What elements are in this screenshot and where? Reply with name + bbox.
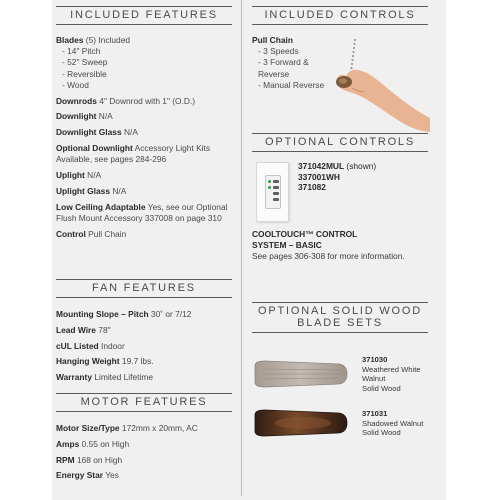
system-title-line1: COOLTOUCH™ CONTROL bbox=[252, 229, 358, 239]
blade-detail: - Wood bbox=[56, 80, 232, 91]
spec-label: cUL Listed bbox=[56, 340, 99, 351]
spec-value: N/A bbox=[112, 185, 127, 196]
spec-label: Downrods bbox=[56, 95, 97, 106]
control-type-label: Pull Chain bbox=[252, 35, 293, 45]
spec-label: Mounting Slope – Pitch bbox=[56, 309, 149, 319]
included-features-title-text: INCLUDED FEATURES bbox=[70, 9, 218, 21]
system-title-line2: SYSTEM – BASIC bbox=[252, 240, 322, 251]
system-note: See pages 306-308 for more information. bbox=[252, 251, 405, 262]
spec-row-lead-wire bbox=[56, 325, 232, 336]
spec-value: 19.7 lbs. bbox=[121, 356, 154, 367]
spec-value: 4" Downrod with 1" (O.D.) bbox=[99, 95, 196, 106]
spec-value: N/A bbox=[87, 170, 102, 180]
cooltouch-system-info bbox=[252, 229, 428, 263]
included-controls-list bbox=[252, 35, 332, 91]
spec-value: Indoor bbox=[101, 340, 125, 351]
remote-led-indicator bbox=[268, 186, 271, 189]
spec-value: Yes bbox=[105, 470, 119, 481]
spec-row-uplight-glass bbox=[56, 186, 232, 197]
spec-value: N/A bbox=[123, 127, 138, 138]
fan-features-list bbox=[56, 309, 232, 388]
blade-set-line: Shadowed Walnut bbox=[362, 418, 424, 428]
blade-set-2-text bbox=[362, 409, 423, 438]
spec-value: 172mm x 20mm, AC bbox=[121, 423, 198, 433]
optional-controls-title bbox=[252, 133, 428, 152]
shown-note: (shown) bbox=[346, 161, 377, 171]
spec-value: N/A bbox=[98, 111, 113, 122]
optional-controls-title-text: OPTIONAL CONTROLS bbox=[265, 136, 415, 148]
spec-row-warranty bbox=[56, 372, 232, 383]
remote-panel bbox=[265, 175, 281, 209]
spec-row-downrods bbox=[56, 96, 232, 107]
spec-label: Blades bbox=[56, 35, 84, 45]
spec-label: Lead Wire bbox=[56, 324, 96, 335]
blade-detail: - Reversible bbox=[56, 69, 232, 80]
spec-row-amps bbox=[56, 439, 232, 450]
control-detail: - 3 Speeds bbox=[252, 46, 332, 57]
included-controls-title-text: INCLUDED CONTROLS bbox=[264, 9, 416, 21]
column-divider bbox=[241, 0, 242, 496]
blade-set-code: 371031 bbox=[362, 409, 388, 418]
spec-row-low-ceiling bbox=[56, 202, 232, 224]
spec-label: Control bbox=[56, 228, 86, 239]
motor-features-list bbox=[56, 423, 232, 486]
spec-value: 30˚ or 7/12 bbox=[150, 309, 192, 319]
remote-button bbox=[273, 192, 279, 195]
remote-button bbox=[273, 198, 279, 201]
included-features-list bbox=[56, 35, 232, 244]
spec-label: Low Ceiling Adaptable bbox=[56, 201, 146, 212]
spec-label: RPM bbox=[56, 454, 75, 465]
spec-row-energy-star bbox=[56, 470, 232, 481]
wall-control-remote-icon bbox=[256, 162, 289, 222]
spec-row-hanging-weight bbox=[56, 356, 232, 367]
spec-value: Limited Lifetime bbox=[94, 372, 153, 383]
control-code: 337001WH bbox=[298, 171, 340, 182]
motor-features-title bbox=[56, 393, 232, 412]
blade-set-line: Solid Wood bbox=[362, 428, 401, 438]
optional-blades-title-line2: BLADE SETS bbox=[297, 317, 383, 329]
blade-set-line: Solid Wood bbox=[362, 383, 401, 393]
fan-features-title bbox=[56, 279, 232, 298]
spec-label: Warranty bbox=[56, 372, 92, 383]
blade-detail: - 14" Pitch bbox=[56, 46, 232, 57]
spec-label: Amps bbox=[56, 438, 80, 449]
blade-shadowed-walnut-image bbox=[253, 409, 349, 437]
spec-label: Motor Size/Type bbox=[56, 423, 120, 433]
spec-row-optional-downlight bbox=[56, 143, 232, 165]
remote-button bbox=[273, 180, 279, 183]
spec-label: Downlight bbox=[56, 111, 97, 122]
spec-row-motor-size bbox=[56, 423, 232, 434]
remote-led-indicator bbox=[268, 180, 271, 183]
blade-detail: - 52" Sweep bbox=[56, 57, 232, 68]
blade-set-1-text bbox=[362, 355, 421, 393]
blade-set-code: 371030 bbox=[362, 355, 388, 364]
spec-value: Yes, see our Optional Flush Mount Accessory 337008 on page 310 bbox=[56, 201, 228, 223]
spec-row-mounting-slope bbox=[56, 309, 232, 320]
spec-label: Uplight Glass bbox=[56, 185, 110, 196]
optional-control-codes bbox=[298, 161, 376, 193]
fan-features-title-text: FAN FEATURES bbox=[92, 282, 196, 294]
spec-value: Accessory Light Kits Available, see pages 284-296 bbox=[56, 143, 211, 165]
spec-row-uplight bbox=[56, 170, 232, 181]
spec-row-blades bbox=[56, 35, 232, 91]
spec-row-cul-listed bbox=[56, 341, 232, 352]
included-controls-title bbox=[252, 6, 428, 25]
spec-label: Energy Star bbox=[56, 470, 104, 481]
control-code-row bbox=[298, 161, 376, 172]
spec-label: Hanging Weight bbox=[56, 356, 120, 367]
spec-value: 78" bbox=[98, 324, 111, 335]
spec-row-control bbox=[56, 229, 232, 240]
chain-pull-highlight bbox=[339, 78, 347, 83]
spec-value: 0.55 on High bbox=[81, 438, 130, 449]
spec-row-downlight bbox=[56, 111, 232, 122]
remote-button bbox=[273, 186, 279, 189]
control-code: 371082 bbox=[298, 182, 326, 192]
spec-row-downlight-glass bbox=[56, 127, 232, 138]
spec-label: Uplight bbox=[56, 170, 85, 180]
control-detail: - Manual Reverse bbox=[252, 80, 332, 91]
blade-set-line: Walnut bbox=[362, 374, 386, 384]
motor-features-title-text: MOTOR FEATURES bbox=[80, 396, 208, 408]
spec-value: 168 on High bbox=[76, 454, 123, 465]
control-detail: - 3 Forward & Reverse bbox=[252, 57, 332, 79]
blade-set-line: Weathered White bbox=[362, 364, 421, 374]
spec-label: Downlight Glass bbox=[56, 127, 122, 138]
optional-blades-title bbox=[252, 302, 428, 333]
spec-label: Optional Downlight bbox=[56, 143, 133, 153]
included-features-title bbox=[56, 6, 232, 25]
spec-value: (5) Included bbox=[85, 35, 131, 45]
blade-weathered-white-walnut-image bbox=[253, 360, 349, 388]
optional-blades-title-line1: OPTIONAL SOLID WOOD bbox=[258, 305, 422, 317]
spec-row-rpm bbox=[56, 455, 232, 466]
spec-value: Pull Chain bbox=[88, 228, 127, 239]
control-code: 371042MUL bbox=[298, 161, 345, 171]
hand-pulling-chain-illustration bbox=[330, 62, 430, 134]
